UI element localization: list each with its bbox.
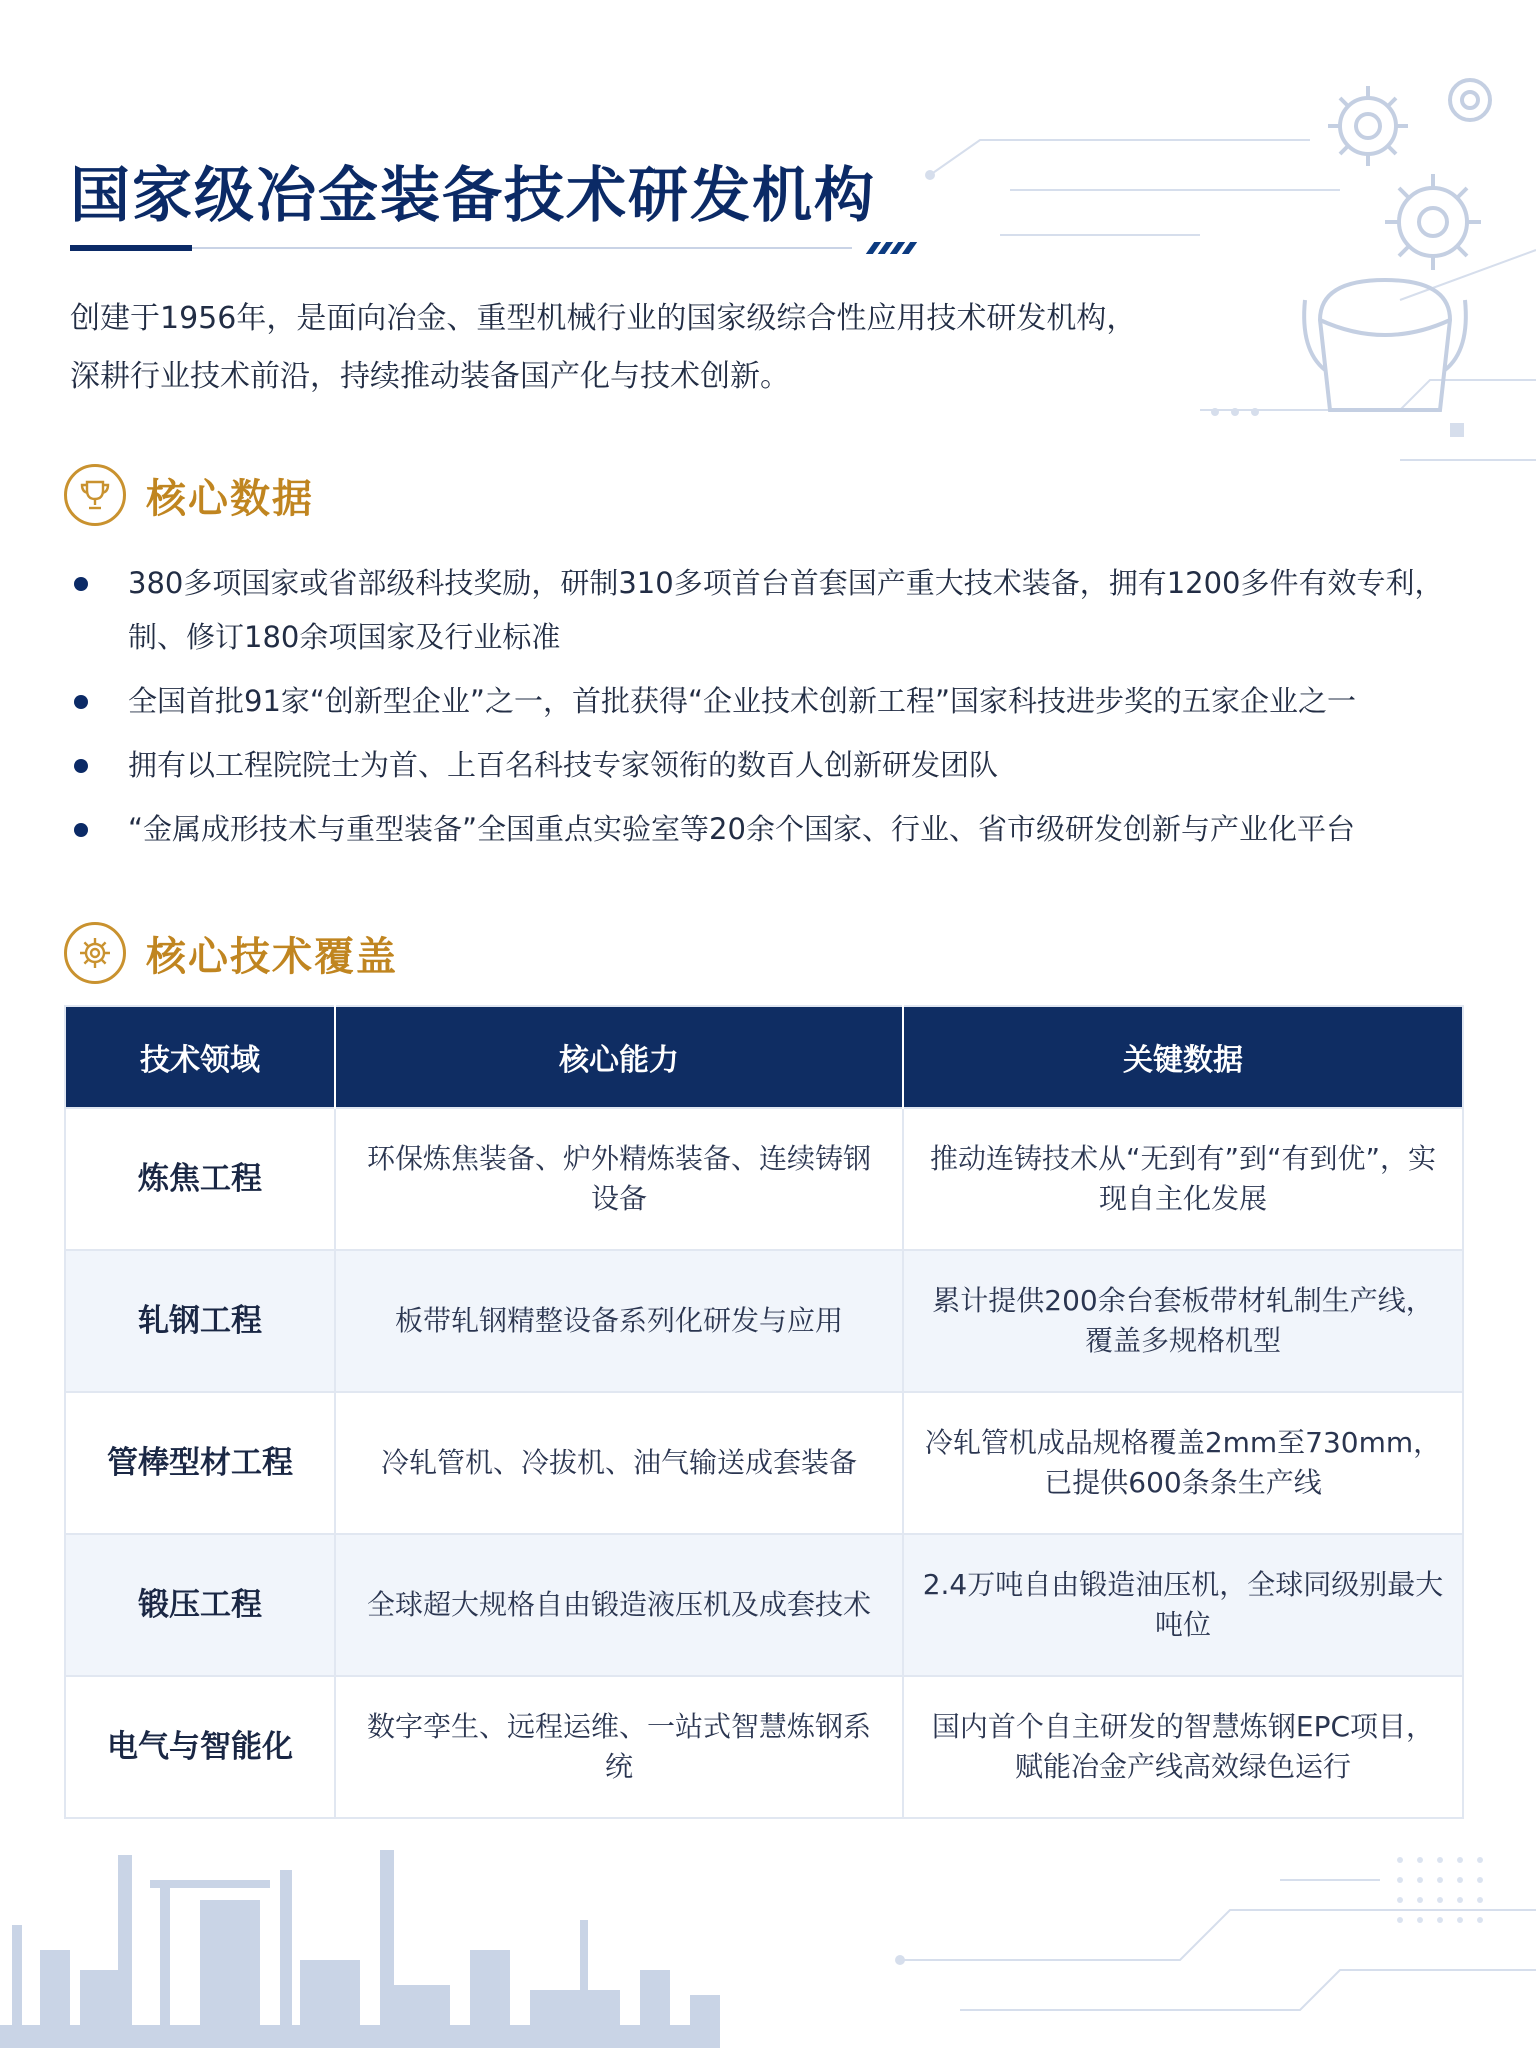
intro-line: 深耕行业技术前沿，持续推动装备国产化与技术创新。	[70, 359, 790, 394]
list-item: “金属成形技术与重型装备”全国重点实验室等20余个国家、行业、省市级研发创新与产业化平台	[70, 802, 1460, 856]
ladle-decoration	[1304, 280, 1466, 410]
section-title: 核心技术覆盖	[146, 933, 398, 980]
column-header-capability: 核心能力	[335, 1006, 903, 1108]
table-row	[65, 1534, 1463, 1676]
core-data-list	[70, 556, 1460, 866]
cell-domain: 轧钢工程	[65, 1250, 335, 1392]
cell-domain: 锻压工程	[65, 1534, 335, 1676]
table-row	[65, 1250, 1463, 1392]
cell-capability: 数字孪生、远程运维、一站式智慧炼钢系统	[335, 1676, 903, 1818]
tech-coverage-table	[64, 1005, 1462, 1819]
intro-paragraph	[70, 290, 1300, 406]
cell-domain: 电气与智能化	[65, 1676, 335, 1818]
list-item: 380多项国家或省部级科技奖励，研制310多项首台首套国产重大技术装备，拥有1200多件有效专利，制、修订180余项国家及行业标准	[70, 556, 1460, 664]
cell-capability: 环保炼焦装备、炉外精炼装备、连续铸钢设备	[335, 1108, 903, 1250]
table-row	[65, 1676, 1463, 1818]
cell-capability: 全球超大规格自由锻造液压机及成套技术	[335, 1534, 903, 1676]
section-header-core-data	[64, 460, 314, 530]
cell-domain: 管棒型材工程	[65, 1392, 335, 1534]
list-item: 拥有以工程院院士为首、上百名科技专家领衔的数百人创新研发团队	[70, 738, 1460, 792]
intro-line: 创建于1956年，是面向冶金、重型机械行业的国家级综合性应用技术研发机构，	[70, 301, 1137, 336]
table-row	[65, 1392, 1463, 1534]
list-item: 全国首批91家“创新型企业”之一，首批获得“企业技术创新工程”国家科技进步奖的五家企业之一	[70, 674, 1460, 728]
trophy-icon	[64, 464, 126, 526]
column-header-key-data: 关键数据	[903, 1006, 1463, 1108]
column-header-domain: 技术领域	[65, 1006, 335, 1108]
section-title: 核心数据	[146, 475, 314, 522]
cell-domain: 炼焦工程	[65, 1108, 335, 1250]
table-header-row	[65, 1006, 1463, 1108]
cell-key-data: 2.4万吨自由锻造油压机，全球同级别最大吨位	[903, 1534, 1463, 1676]
gear-icon	[64, 922, 126, 984]
cell-key-data: 推动连铸技术从“无到有”到“有到优”，实现自主化发展	[903, 1108, 1463, 1250]
factory-skyline-decoration	[0, 1850, 720, 2048]
cell-key-data: 国内首个自主研发的智慧炼钢EPC项目，赋能冶金产线高效绿色运行	[903, 1676, 1463, 1818]
table-row	[65, 1108, 1463, 1250]
page-title: 国家级冶金装备技术研发机构	[70, 161, 876, 231]
dot-grid-decoration	[1397, 1857, 1483, 1923]
cell-key-data: 冷轧管机成品规格覆盖2mm至730mm，已提供600条条生产线	[903, 1392, 1463, 1534]
cell-capability: 板带轧钢精整设备系列化研发与应用	[335, 1250, 903, 1392]
cell-key-data: 累计提供200余台套板带材轧制生产线，覆盖多规格机型	[903, 1250, 1463, 1392]
section-header-tech-coverage	[64, 918, 398, 988]
title-underline	[70, 242, 870, 254]
cell-capability: 冷轧管机、冷拔机、油气输送成套装备	[335, 1392, 903, 1534]
gear-decoration	[1328, 80, 1490, 270]
